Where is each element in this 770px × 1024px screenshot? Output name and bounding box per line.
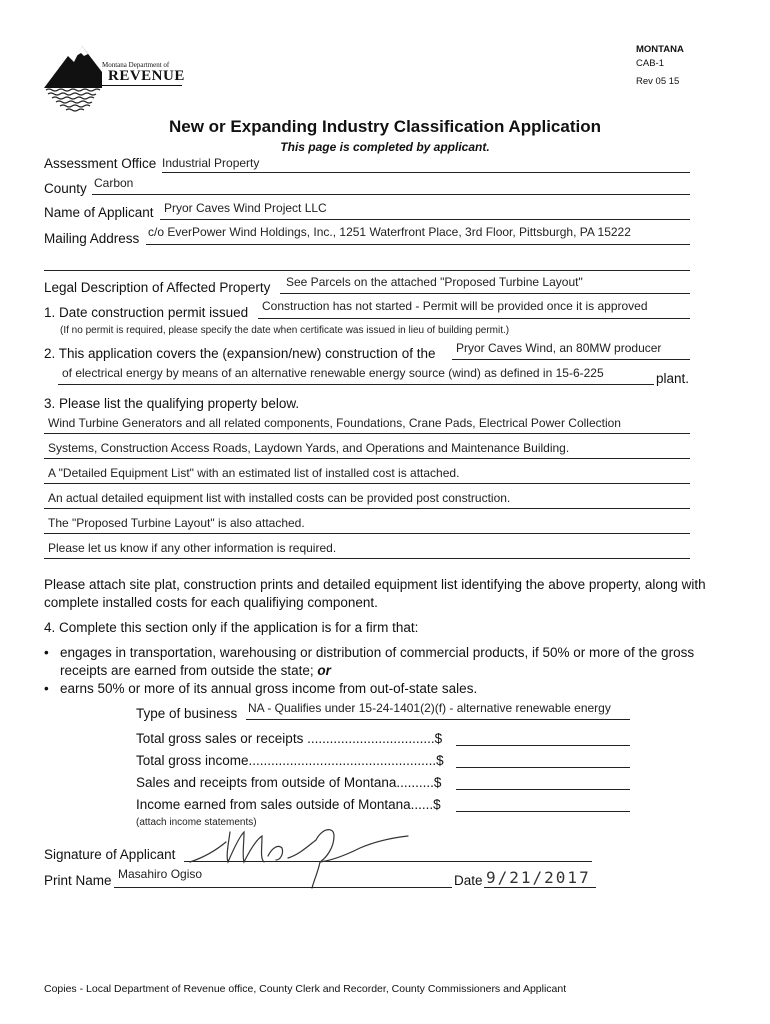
logo-underline	[102, 85, 182, 86]
sales-outside-field[interactable]	[456, 789, 630, 790]
mailing-address-field[interactable]	[146, 244, 690, 245]
header-form-id: CAB-1	[636, 58, 664, 69]
signature-scribble-icon	[184, 818, 464, 890]
q3-field-1[interactable]	[44, 433, 690, 434]
q4-bullet-1a: engages in transportation, warehousing or distribution of commercial products, if 50% or more of the gross	[60, 645, 695, 660]
attach-income-note: (attach income statements)	[136, 817, 257, 828]
q2-field-2[interactable]	[58, 384, 654, 385]
q3-field-5[interactable]	[44, 533, 690, 534]
q3-line-2: Systems, Construction Access Roads, Laydown Yards, and Operations and Maintenance Building.	[48, 441, 570, 455]
header-state: MONTANA	[636, 44, 684, 55]
logo-main-text: REVENUE	[108, 68, 185, 84]
mailing-address-value: c/o EverPower Wind Holdings, Inc., 1251 Waterfront Place, 3rd Floor, Pittsburgh, PA 15222	[148, 225, 631, 239]
type-of-business-field[interactable]	[246, 719, 630, 720]
date-field[interactable]	[484, 887, 596, 888]
handwritten-signature	[184, 818, 464, 890]
q2-value-2: of electrical energy by means of an alternative renewable energy source (wind) as defined in 15-6-225	[62, 366, 604, 380]
gross-sales-field[interactable]	[456, 745, 630, 746]
signature-label: Signature of Applicant	[44, 847, 176, 862]
q2-label: 2. This application covers the (expansion/new) construction of the	[44, 346, 436, 361]
footer-copies: Copies - Local Department of Revenue office, County Clerk and Recorder, County Commissioners and Applicant	[44, 983, 567, 995]
print-name-field[interactable]	[114, 887, 452, 888]
q4-bullet-1b-line	[60, 663, 331, 678]
q4-label: 4. Complete this section only if the application is for a firm that:	[44, 620, 419, 635]
assessment-office-label: Assessment Office	[44, 156, 157, 171]
q3-line-3: A "Detailed Equipment List" with an estimated list of installed cost is attached.	[48, 466, 460, 480]
legal-description-label: Legal Description of Affected Property	[44, 280, 271, 295]
sales-outside-label: Sales and receipts from outside of Montana..........$	[136, 775, 442, 790]
q1-field[interactable]	[258, 318, 690, 319]
county-label: County	[44, 181, 87, 196]
q3-field-6[interactable]	[44, 558, 690, 559]
applicant-name-value: Pryor Caves Wind Project LLC	[164, 201, 327, 215]
q3-line-4: An actual detailed equipment list with installed costs can be provided post construction.	[48, 491, 511, 505]
q4-bullet-2: earns 50% or more of its annual gross income from out-of-state sales.	[60, 681, 478, 696]
q3-line-1: Wind Turbine Generators and all related components, Foundations, Crane Pads, Electrical Power Collection	[48, 416, 621, 430]
q3-line-6: Please let us know if any other information is required.	[48, 541, 337, 555]
mailing-address-field-2[interactable]	[44, 270, 690, 271]
gross-sales-label: Total gross sales or receipts ..................................$	[136, 731, 443, 746]
bullet-2-marker: •	[44, 681, 49, 696]
applicant-name-field[interactable]	[160, 219, 690, 220]
type-of-business-label: Type of business	[136, 706, 238, 721]
q3-line-5: The "Proposed Turbine Layout" is also attached.	[48, 516, 305, 530]
print-name-label: Print Name	[44, 873, 112, 888]
q1-note: (If no permit is required, please specify the date when certificate was issued in lieu of building permit.)	[60, 325, 510, 336]
logo-top-text: Montana Department of	[102, 61, 170, 69]
assessment-office-value: Industrial Property	[162, 156, 260, 170]
q4-bullet-1b: receipts are earned from outside the state;	[60, 663, 314, 678]
q1-value: Construction has not started - Permit will be provided once it is approved	[262, 299, 648, 313]
assessment-office-field[interactable]	[162, 172, 690, 173]
q3-field-2[interactable]	[44, 458, 690, 459]
q2-field-1[interactable]	[452, 359, 690, 360]
income-outside-field[interactable]	[456, 811, 630, 812]
page-title: New or Expanding Industry Classification Application	[169, 117, 601, 136]
type-of-business-value: NA - Qualifies under 15-24-1401(2)(f) - alternative renewable energy	[248, 701, 611, 715]
q2-value-1: Pryor Caves Wind, an 80MW producer	[456, 341, 662, 355]
legal-description-value: See Parcels on the attached "Proposed Turbine Layout"	[286, 275, 583, 289]
q4-bullet-1-or: or	[317, 663, 331, 678]
q2-suffix: plant.	[656, 371, 690, 386]
date-value: 9/21/2017	[486, 868, 591, 887]
income-outside-label: Income earned from sales outside of Montana......$	[136, 797, 441, 812]
header-revision: Rev 05 15	[636, 76, 680, 87]
county-field[interactable]	[92, 194, 690, 195]
q3-field-4[interactable]	[44, 508, 690, 509]
attach-note-1: Please attach site plat, construction prints and detailed equipment list identifying the above property, along with	[44, 577, 706, 592]
gross-income-field[interactable]	[456, 767, 630, 768]
mailing-address-label: Mailing Address	[44, 231, 140, 246]
page-subtitle: This page is completed by applicant.	[280, 140, 490, 154]
date-label: Date	[454, 873, 483, 888]
q3-label: 3. Please list the qualifying property below.	[44, 396, 300, 411]
applicant-name-label: Name of Applicant	[44, 205, 154, 220]
print-name-value: Masahiro Ogiso	[118, 867, 203, 881]
attach-note-2: complete installed costs for each qualifiying component.	[44, 595, 378, 610]
q3-field-3[interactable]	[44, 483, 690, 484]
bullet-1-marker: •	[44, 645, 49, 660]
legal-description-field[interactable]	[280, 293, 690, 294]
county-value: Carbon	[94, 176, 134, 190]
revenue-logo	[40, 42, 185, 112]
gross-income-label: Total gross income..................................................$	[136, 753, 444, 768]
q1-label: 1. Date construction permit issued	[44, 305, 249, 320]
